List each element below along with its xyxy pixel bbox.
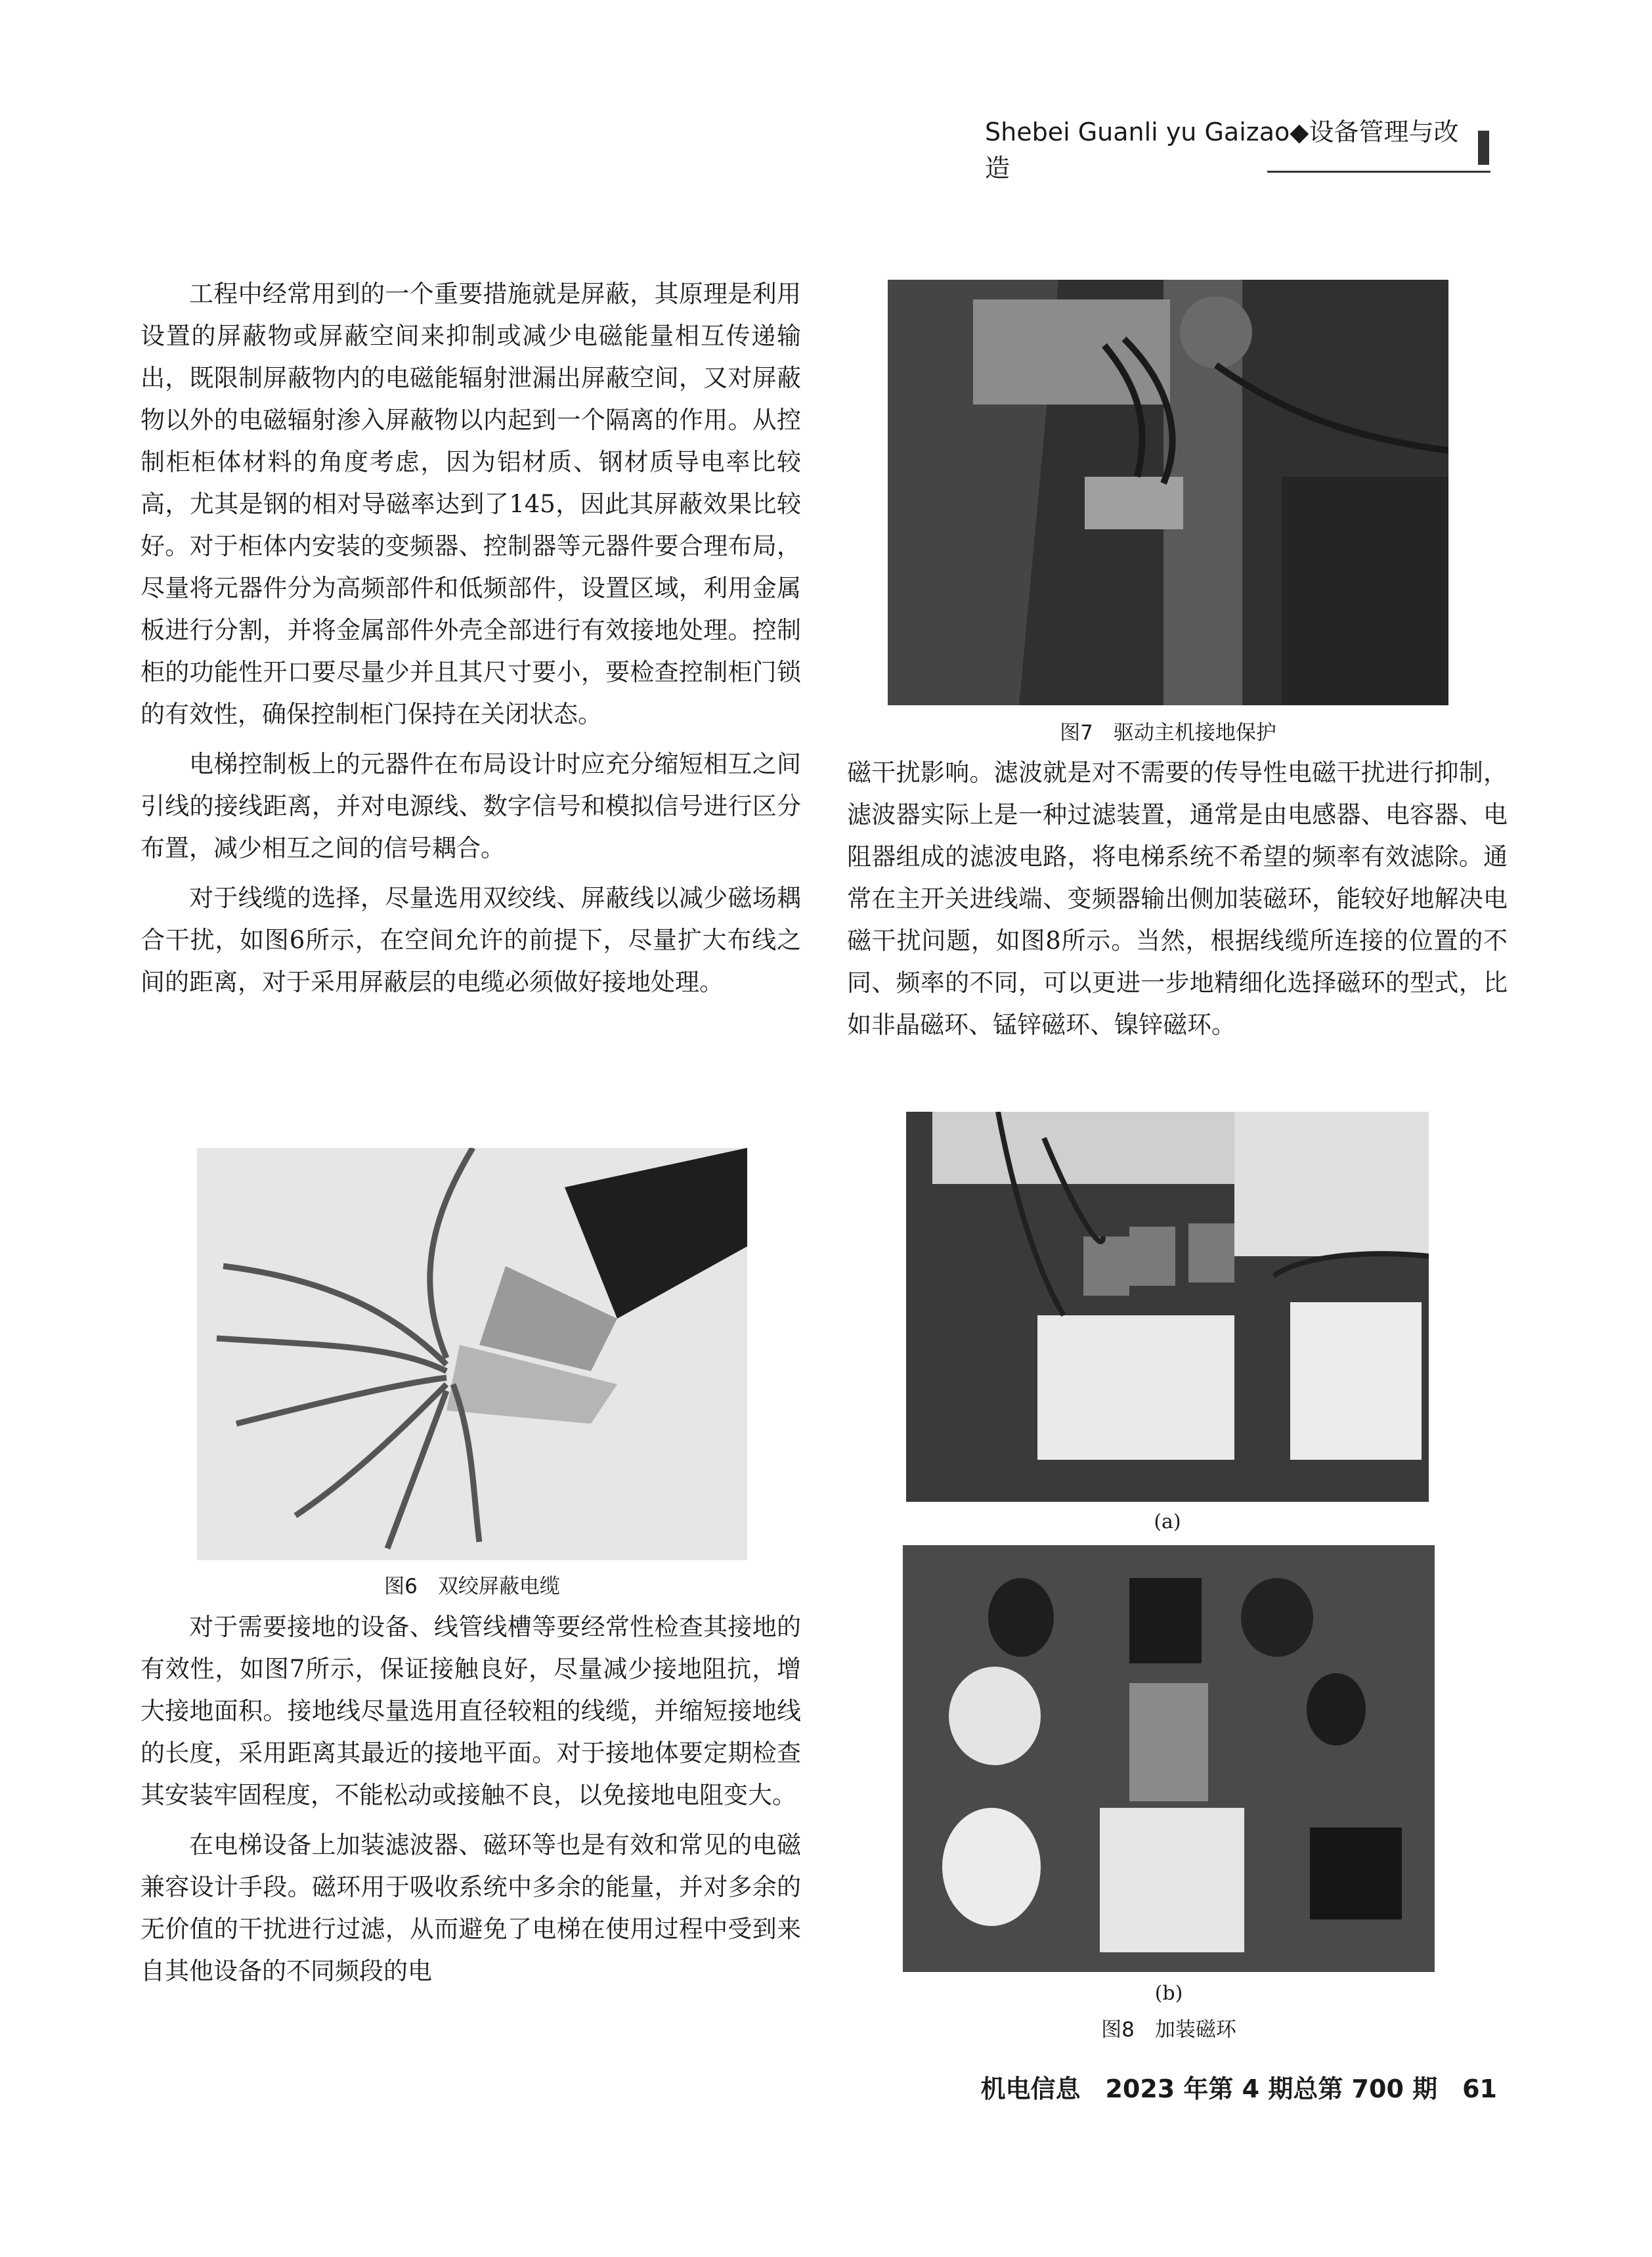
figure6-image <box>197 1148 747 1560</box>
page-footer: 机电信息 2023 年第 4 期总第 700 期 61 <box>980 2074 1497 2103</box>
left-column-top-text <box>141 273 801 1003</box>
running-header-title: Shebei Guanli yu Gaizao◆设备管理与改造 <box>985 118 1459 183</box>
figure8b-image <box>903 1545 1435 1972</box>
paragraph: 电梯控制板上的元器件在布局设计时应充分缩短相互之间引线的接线距离，并对电源线、数字信号和模拟信号进行区分布置，减少相互之间的信号耦合。 <box>141 750 801 862</box>
figure6-caption: 图6 双绞屏蔽电缆 <box>384 1575 560 1598</box>
paragraph: 磁干扰影响。滤波就是对不需要的传导性电磁干扰进行抑制，滤波器实际上是一种过滤装置，通常是由电感器、电容器、电阻器组成的滤波电路，将电梯系统不希望的频率有效滤除。通常在主开关进线端、变频器输出侧加装磁环，能较好地解决电磁干扰问题，如图8所示。当然，根据线缆所连接的位置的不同、频率的不同，可以更进一步地精细化选择磁环的型式，比如非晶磁环、锰锌磁环、镍锌磁环。 <box>847 758 1508 1039</box>
paragraph: 在电梯设备上加装滤波器、磁环等也是有效和常见的电磁兼容设计手段。磁环用于吸收系统中多余的能量，并对多余的无价值的干扰进行过滤，从而避免了电梯在使用过程中受到来自其他设备的不同频段的电 <box>141 1831 801 1985</box>
figure7-image <box>888 280 1448 705</box>
figure8a-image <box>906 1112 1429 1502</box>
paragraph: 对于需要接地的设备、线管线槽等要经常性检查其接地的有效性，如图7所示，保证接触良好，尽量减少接地阻抗，增大接地面积。接地线尽量选用直径较粗的线缆，并缩短接地线的长度，采用距离其最近的接地平面。对于接地体要定期检查其安装牢固程度，不能松动或接触不良，以免接地电阻变大。 <box>141 1613 801 1809</box>
figure8a-label: (a) <box>1154 1510 1181 1533</box>
figure7-caption: 图7 驱动主机接地保护 <box>1060 721 1276 745</box>
header-rule <box>1267 171 1490 173</box>
paragraph: 对于线缆的选择，尽量选用双绞线、屏蔽线以减少磁场耦合干扰，如图6所示，在空间允许的前提下，尽量扩大布线之间的距离，对于采用屏蔽层的电缆必须做好接地处理。 <box>141 884 801 996</box>
left-column-bottom-text <box>141 1606 801 1992</box>
paragraph: 工程中经常用到的一个重要措施就是屏蔽，其原理是利用设置的屏蔽物或屏蔽空间来抑制或减少电磁能量相互传递输出，既限制屏蔽物内的电磁能辐射泄漏出屏蔽空间，又对屏蔽物以外的电磁辐射渗入屏蔽物以内起到一个隔离的作用。从控制柜柜体材料的角度考虑，因为铝材质、钢材质导电率比较高，尤其是钢的相对导磁率达到了145，因此其屏蔽效果比较好。对于柜体内安装的变频器、控制器等元器件要合理布局，尽量将元器件分为高频部件和低频部件，设置区域，利用金属板进行分割，并将金属部件外壳全部进行有效接地处理。控制柜的功能性开口要尽量少并且其尺寸要小，要检查控制柜门锁的有效性，确保控制柜门保持在关闭状态。 <box>141 280 801 728</box>
header-mark <box>1478 131 1489 165</box>
figure8-caption: 图8 加装磁环 <box>1101 2018 1236 2042</box>
running-header <box>985 118 1489 183</box>
figure8b-label: (b) <box>1154 1982 1183 2005</box>
right-column-text <box>847 752 1508 1046</box>
